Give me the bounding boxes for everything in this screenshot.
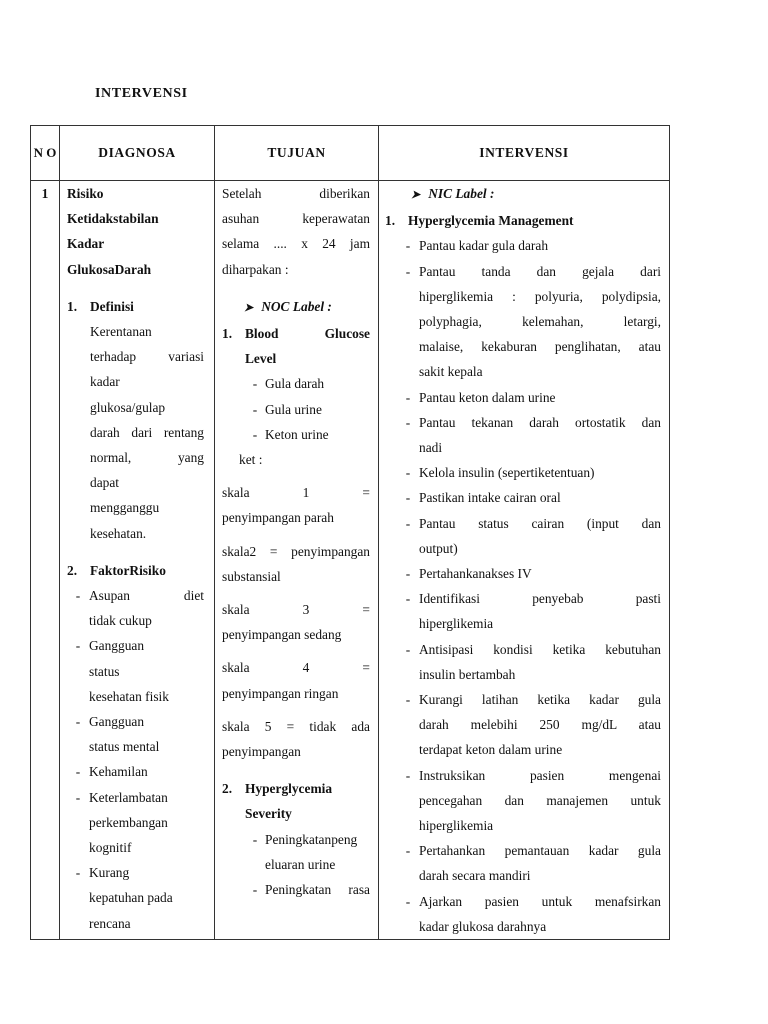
scale-3: skala 3 = penyimpangan sedang bbox=[222, 602, 370, 643]
list-item: - Kurangi latihan ketika kadar gula darah melebihi 250 mg/dL atau terdapat keton dalam urine bbox=[405, 692, 661, 758]
arrow-bullet-icon: ➤ bbox=[244, 301, 254, 314]
list-item: - Asupan diet tidak cukup bbox=[75, 588, 204, 629]
list-item: - Gangguan status mental bbox=[75, 714, 160, 755]
list-item: - Identifikasi penyebab pasti hiperglikemia bbox=[405, 591, 661, 632]
list-item: - Ajarkan pasien untuk menafsirkan kadar glukosa darahnya bbox=[405, 893, 661, 934]
arrow-bullet-icon: ➤ bbox=[411, 189, 421, 201]
scale-2: skala2 = penyimpangan substansial bbox=[222, 543, 370, 584]
intervention-table bbox=[30, 125, 670, 940]
goal-blood-glucose: 1. Blood Glucose Level bbox=[222, 326, 370, 367]
list-item: - Keterlambatan perkembangan kognitif bbox=[75, 789, 168, 856]
scale-5: skala 5 = tidak ada penyimpangan bbox=[222, 718, 370, 760]
list-item: - Pertahankanakses IV bbox=[405, 566, 532, 582]
diagnosa-cell bbox=[60, 181, 215, 940]
intervensi-cell bbox=[379, 181, 670, 940]
faktor-risiko-list bbox=[67, 583, 204, 936]
list-item: - Keton urine bbox=[252, 426, 329, 442]
hyperglycemia-management-heading: 1. Hyperglycemia Management bbox=[385, 213, 574, 229]
definisi-heading: 1. Definisi bbox=[67, 298, 134, 314]
list-item: - Pantau keton dalam urine bbox=[405, 389, 556, 405]
header-no: N O bbox=[31, 126, 60, 181]
list-item: - Pastikan intake cairan oral bbox=[405, 490, 561, 506]
list-item: - Peningkatanpeng eluaran urine bbox=[252, 831, 358, 872]
definisi-text: Kerentanan terhadap variasi kadar glukosa/gulap darah dari rentang normal, yang dapat mengganggu kesehatan. bbox=[90, 324, 204, 541]
diagnosa-title: Risiko Ketidakstabilan Kadar GlukosaDarah bbox=[67, 186, 159, 277]
header-intervensi: INTERVENSI bbox=[379, 126, 670, 181]
scale-1: skala 1 = penyimpangan parah bbox=[222, 485, 370, 526]
noc-label: ➤ NOC Label : bbox=[244, 298, 332, 314]
list-item: - Kelola insulin (sepertiketentuan) bbox=[405, 465, 595, 481]
row-number: 1 bbox=[31, 181, 60, 940]
header-tujuan: TUJUAN bbox=[215, 126, 379, 181]
list-item: - Gula urine bbox=[252, 401, 322, 417]
list-item: - Pertahankan pemantauan kadar gula darah secara mandiri bbox=[405, 843, 661, 884]
list-item: - Peningkatan rasa bbox=[252, 882, 370, 898]
list-item: - Pantau status cairan (input dan output) bbox=[405, 515, 661, 556]
list-item: - Pantau kadar gula darah bbox=[405, 238, 549, 254]
nic-label: ➤ NIC Label : bbox=[411, 186, 495, 201]
tujuan-intro: Setelah diberikan asuhan keperawatan selama .... x 24 jam diharpakan : bbox=[222, 186, 370, 277]
list-item: - Kehamilan bbox=[75, 764, 148, 780]
tujuan-cell bbox=[215, 181, 379, 940]
list-item: - Gangguan status kesehatan fisik bbox=[75, 638, 169, 704]
header-diagnosa: DIAGNOSA bbox=[60, 126, 215, 181]
intervention-list bbox=[385, 233, 661, 939]
list-item: - Antisipasi kondisi ketika kebutuhan insulin bertambah bbox=[405, 641, 661, 682]
list-item: - Gula darah bbox=[252, 376, 325, 392]
list-item: - Instruksikan pasien mengenai pencegahan dan manajemen untuk hiperglikemia bbox=[405, 767, 661, 834]
list-item: - Pantau tekanan darah ortostatik dan nadi bbox=[405, 414, 661, 456]
faktor-risiko-heading: 2. FaktorRisiko bbox=[67, 562, 166, 578]
goal-hyperglycemia-severity: 2. Hyperglycemia Severity bbox=[222, 781, 333, 822]
list-item: - Pantau tanda dan gejala dari hiperglikemia : polyuria, polydipsia, polyphagia, kelemahan, letargi, malaise, kekaburan penglihatan, atau sakit kepala bbox=[405, 263, 661, 380]
table-row bbox=[31, 181, 670, 940]
ket-label: ket : bbox=[239, 452, 263, 468]
page-title: INTERVENSI bbox=[95, 86, 188, 101]
scale-4: skala 4 = penyimpangan ringan bbox=[222, 660, 370, 701]
list-item: - Kurang kepatuhan pada rencana bbox=[75, 865, 173, 931]
table-header-row bbox=[31, 126, 670, 181]
